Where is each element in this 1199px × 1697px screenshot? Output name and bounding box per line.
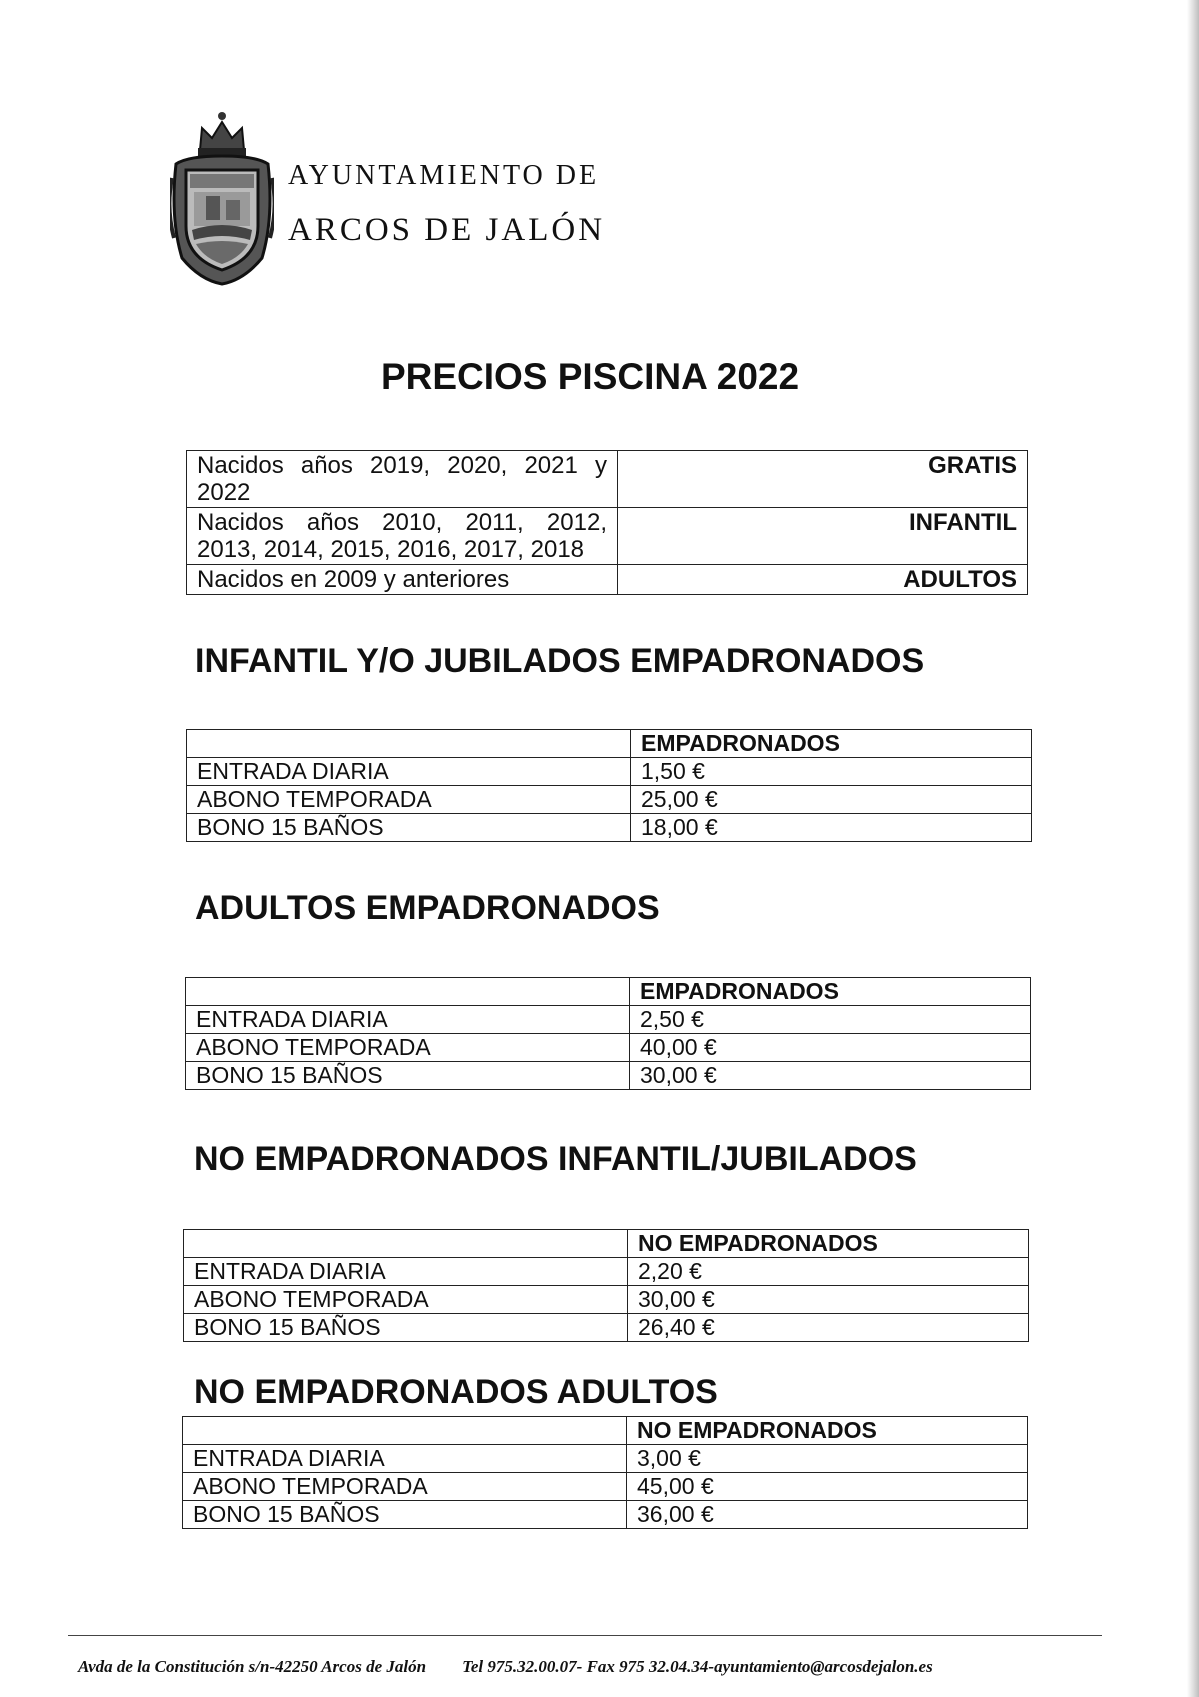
table-row	[187, 758, 1032, 786]
price-concept: BONO 15 BAÑOS	[184, 1314, 628, 1342]
price-value: 26,40 €	[628, 1314, 1029, 1342]
price-concept: BONO 15 BAÑOS	[186, 1062, 630, 1090]
price-concept: ENTRADA DIARIA	[183, 1445, 627, 1473]
category-description: Nacidos años 2010, 2011, 2012, 2013, 2014, 2015, 2016, 2017, 2018	[187, 508, 618, 565]
price-concept: ABONO TEMPORADA	[184, 1286, 628, 1314]
price-concept: ENTRADA DIARIA	[186, 1006, 630, 1034]
price-table	[183, 1229, 1029, 1342]
price-concept: ENTRADA DIARIA	[187, 758, 631, 786]
section-title: NO EMPADRONADOS ADULTOS	[194, 1373, 718, 1411]
organization-name-line1: AYUNTAMIENTO DE	[288, 160, 600, 191]
section-title: INFANTIL Y/O JUBILADOS EMPADRONADOS	[195, 642, 925, 680]
coat-of-arms-icon	[170, 108, 274, 288]
price-value: 3,00 €	[627, 1445, 1028, 1473]
table-row	[187, 814, 1032, 842]
footer	[78, 1657, 1118, 1677]
footer-address: Avda de la Constitución s/n-42250 Arcos de Jalón	[78, 1657, 427, 1676]
document-title: PRECIOS PISCINA 2022	[380, 356, 800, 397]
blank-header-cell	[186, 978, 630, 1006]
table-row	[183, 1473, 1028, 1501]
price-value: 1,50 €	[631, 758, 1032, 786]
blank-header-cell	[183, 1417, 627, 1445]
footer-divider	[68, 1635, 1102, 1636]
column-header: NO EMPADRONADOS	[627, 1417, 1028, 1445]
table-row	[187, 786, 1032, 814]
letterhead	[170, 108, 690, 298]
table-row	[186, 1034, 1031, 1062]
price-table-header	[184, 1230, 1029, 1258]
price-value: 40,00 €	[630, 1034, 1031, 1062]
price-value: 45,00 €	[627, 1473, 1028, 1501]
blank-header-cell	[187, 730, 631, 758]
price-value: 2,50 €	[630, 1006, 1031, 1034]
price-table-header	[187, 730, 1032, 758]
price-value: 2,20 €	[628, 1258, 1029, 1286]
age-category-table	[186, 450, 1028, 595]
price-concept: BONO 15 BAÑOS	[187, 814, 631, 842]
price-concept: ENTRADA DIARIA	[184, 1258, 628, 1286]
section-title: NO EMPADRONADOS INFANTIL/JUBILADOS	[194, 1140, 917, 1178]
price-value: 30,00 €	[628, 1286, 1029, 1314]
price-table-header	[183, 1417, 1028, 1445]
category-description: Nacidos en 2009 y anteriores	[187, 565, 618, 595]
table-row	[184, 1314, 1029, 1342]
table-row	[184, 1258, 1029, 1286]
column-header: EMPADRONADOS	[631, 730, 1032, 758]
category-row	[187, 451, 1028, 508]
category-description: Nacidos años 2019, 2020, 2021 y 2022	[187, 451, 618, 508]
price-concept: ABONO TEMPORADA	[187, 786, 631, 814]
section-title: ADULTOS EMPADRONADOS	[195, 889, 660, 927]
price-table	[186, 729, 1032, 842]
price-table	[185, 977, 1031, 1090]
price-concept: ABONO TEMPORADA	[183, 1473, 627, 1501]
column-header: EMPADRONADOS	[630, 978, 1031, 1006]
price-value: 18,00 €	[631, 814, 1032, 842]
category-tag: INFANTIL	[618, 508, 1028, 565]
table-row	[186, 1006, 1031, 1034]
column-header: NO EMPADRONADOS	[628, 1230, 1029, 1258]
price-value: 36,00 €	[627, 1501, 1028, 1529]
category-row	[187, 565, 1028, 595]
price-value: 25,00 €	[631, 786, 1032, 814]
blank-header-cell	[184, 1230, 628, 1258]
footer-contact: Tel 975.32.00.07- Fax 975 32.04.34-ayuntamiento@arcosdejalon.es	[462, 1657, 933, 1676]
category-tag: ADULTOS	[618, 565, 1028, 595]
table-row	[186, 1062, 1031, 1090]
table-row	[183, 1445, 1028, 1473]
scan-page-edge	[1187, 0, 1199, 1697]
price-concept: ABONO TEMPORADA	[186, 1034, 630, 1062]
category-tag: GRATIS	[618, 451, 1028, 508]
table-row	[183, 1501, 1028, 1529]
price-table-header	[186, 978, 1031, 1006]
price-table	[182, 1416, 1028, 1529]
price-concept: BONO 15 BAÑOS	[183, 1501, 627, 1529]
category-row	[187, 508, 1028, 565]
organization-name-line2: ARCOS DE JALÓN	[288, 212, 606, 248]
table-row	[184, 1286, 1029, 1314]
price-value: 30,00 €	[630, 1062, 1031, 1090]
